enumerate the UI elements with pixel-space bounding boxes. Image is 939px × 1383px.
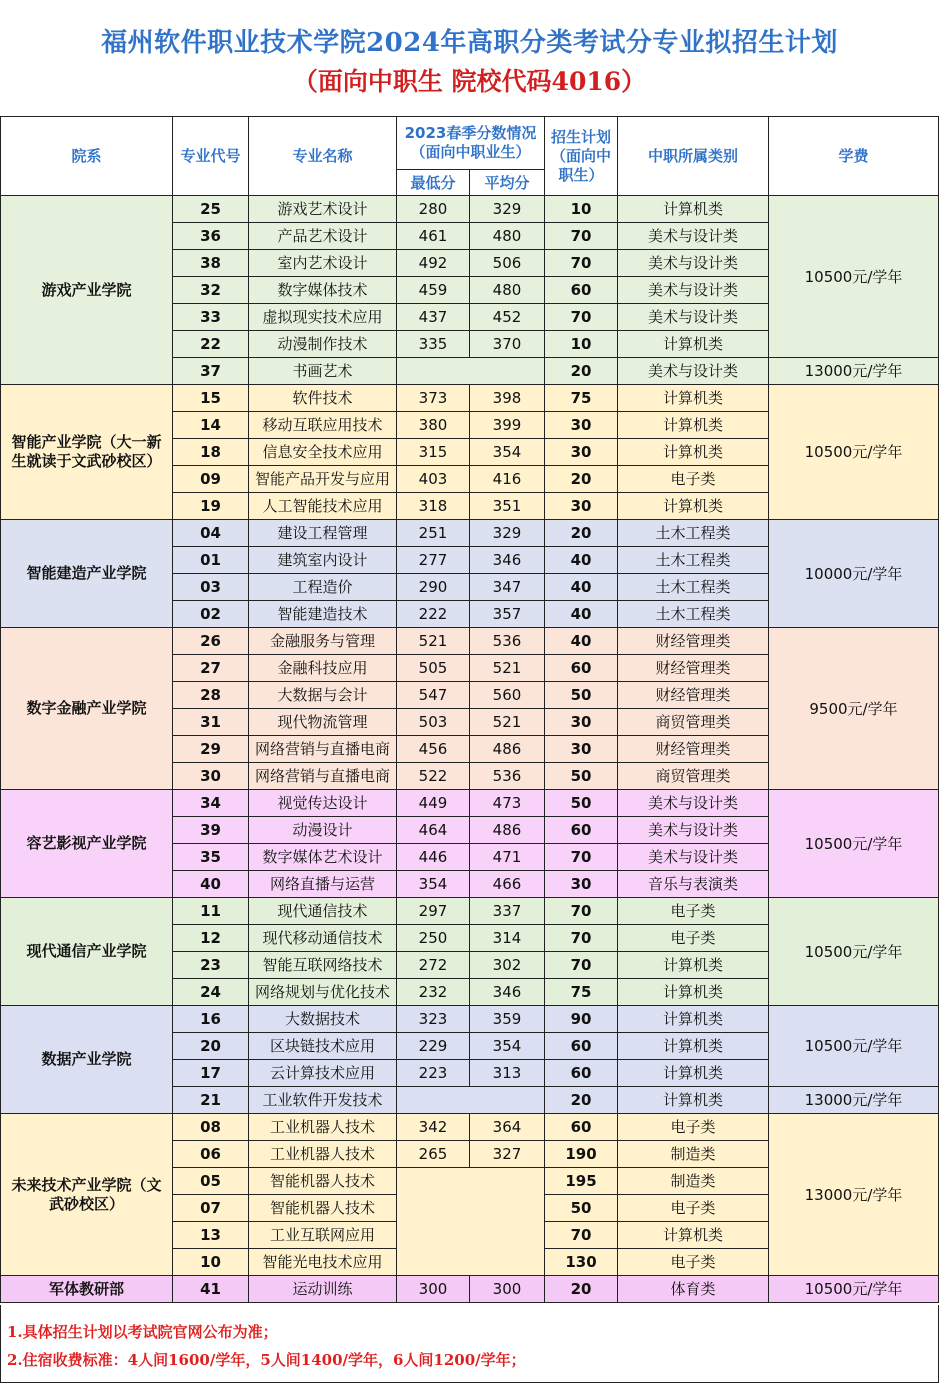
vocational-category: 电子类 [618, 466, 769, 493]
vocational-category: 计算机类 [618, 331, 769, 358]
major-name: 软件技术 [249, 385, 397, 412]
vocational-category: 计算机类 [618, 412, 769, 439]
vocational-category: 商贸管理类 [618, 709, 769, 736]
major-code: 08 [173, 1114, 249, 1141]
score-min: 315 [397, 439, 470, 466]
vocational-category: 计算机类 [618, 1222, 769, 1249]
major-code: 38 [173, 250, 249, 277]
major-name: 金融科技应用 [249, 655, 397, 682]
score-avg: 329 [470, 196, 545, 223]
header-category: 中职所属类别 [618, 117, 769, 196]
plan-count: 50 [545, 790, 618, 817]
major-code: 26 [173, 628, 249, 655]
vocational-category: 计算机类 [618, 1033, 769, 1060]
vocational-category: 电子类 [618, 898, 769, 925]
score-avg: 300 [470, 1276, 545, 1303]
major-name: 工业机器人技术 [249, 1141, 397, 1168]
vocational-category: 计算机类 [618, 385, 769, 412]
table-row [1, 385, 939, 412]
score-min: 251 [397, 520, 470, 547]
tuition-fee: 13000元/学年 [769, 1114, 939, 1276]
score-avg: 486 [470, 736, 545, 763]
score-min: 335 [397, 331, 470, 358]
major-code: 11 [173, 898, 249, 925]
plan-count: 195 [545, 1168, 618, 1195]
score-avg: 302 [470, 952, 545, 979]
vocational-category: 土木工程类 [618, 547, 769, 574]
major-name: 视觉传达设计 [249, 790, 397, 817]
score-min: 318 [397, 493, 470, 520]
table-row [1, 1006, 939, 1033]
header-min: 最低分 [397, 170, 470, 196]
score-min: 342 [397, 1114, 470, 1141]
major-name: 智能产品开发与应用 [249, 466, 397, 493]
table-row [1, 520, 939, 547]
dept-cell: 智能建造产业学院 [1, 520, 173, 628]
major-name: 云计算技术应用 [249, 1060, 397, 1087]
plan-count: 70 [545, 223, 618, 250]
score-min: 323 [397, 1006, 470, 1033]
score-avg: 357 [470, 601, 545, 628]
score-avg: 473 [470, 790, 545, 817]
score-min: 403 [397, 466, 470, 493]
tuition-fee: 13000元/学年 [769, 1087, 939, 1114]
major-name: 智能机器人技术 [249, 1168, 397, 1195]
vocational-category: 制造类 [618, 1168, 769, 1195]
score-empty [397, 1168, 545, 1276]
score-avg: 359 [470, 1006, 545, 1033]
score-min: 521 [397, 628, 470, 655]
major-code: 27 [173, 655, 249, 682]
major-name: 智能建造技术 [249, 601, 397, 628]
major-code: 37 [173, 358, 249, 385]
tuition-fee: 10500元/学年 [769, 790, 939, 898]
note-item: 1.具体招生计划以考试院官网公布为准； [7, 1323, 278, 1341]
major-name: 数字媒体艺术设计 [249, 844, 397, 871]
score-min: 464 [397, 817, 470, 844]
vocational-category: 商贸管理类 [618, 763, 769, 790]
major-code: 01 [173, 547, 249, 574]
vocational-category: 财经管理类 [618, 655, 769, 682]
score-avg: 486 [470, 817, 545, 844]
major-code: 02 [173, 601, 249, 628]
score-avg: 346 [470, 979, 545, 1006]
score-avg: 364 [470, 1114, 545, 1141]
score-min: 380 [397, 412, 470, 439]
major-name: 产品艺术设计 [249, 223, 397, 250]
plan-count: 20 [545, 1276, 618, 1303]
score-avg: 506 [470, 250, 545, 277]
dept-cell: 数据产业学院 [1, 1006, 173, 1114]
score-avg: 521 [470, 655, 545, 682]
major-code: 32 [173, 277, 249, 304]
plan-count: 60 [545, 655, 618, 682]
plan-count: 10 [545, 331, 618, 358]
dept-cell: 未来技术产业学院（文武砂校区） [1, 1114, 173, 1276]
dept-cell: 智能产业学院（大一新生就读于文武砂校区） [1, 385, 173, 520]
plan-count: 70 [545, 1222, 618, 1249]
plan-count: 60 [545, 1114, 618, 1141]
tuition-fee: 10500元/学年 [769, 1006, 939, 1087]
major-code: 40 [173, 871, 249, 898]
tuition-fee: 10500元/学年 [769, 1276, 939, 1303]
score-min: 446 [397, 844, 470, 871]
score-empty [397, 358, 545, 385]
plan-count: 70 [545, 844, 618, 871]
dept-cell: 军体教研部 [1, 1276, 173, 1303]
major-code: 03 [173, 574, 249, 601]
plan-count: 30 [545, 439, 618, 466]
vocational-category: 电子类 [618, 1195, 769, 1222]
score-min: 222 [397, 601, 470, 628]
major-name: 工业机器人技术 [249, 1114, 397, 1141]
major-code: 13 [173, 1222, 249, 1249]
tuition-fee: 10500元/学年 [769, 898, 939, 1006]
table-row [1, 628, 939, 655]
major-name: 移动互联应用技术 [249, 412, 397, 439]
plan-count: 130 [545, 1249, 618, 1276]
score-avg: 370 [470, 331, 545, 358]
major-name: 网络直播与运营 [249, 871, 397, 898]
score-avg: 351 [470, 493, 545, 520]
vocational-category: 美术与设计类 [618, 790, 769, 817]
header-fee: 学费 [769, 117, 939, 196]
score-avg: 354 [470, 1033, 545, 1060]
major-code: 24 [173, 979, 249, 1006]
major-name: 游戏艺术设计 [249, 196, 397, 223]
plan-count: 60 [545, 277, 618, 304]
major-name: 虚拟现实技术应用 [249, 304, 397, 331]
vocational-category: 计算机类 [618, 952, 769, 979]
major-code: 18 [173, 439, 249, 466]
major-name: 工程造价 [249, 574, 397, 601]
score-avg: 314 [470, 925, 545, 952]
score-min: 461 [397, 223, 470, 250]
major-code: 33 [173, 304, 249, 331]
score-avg: 536 [470, 763, 545, 790]
plan-count: 30 [545, 493, 618, 520]
dept-cell: 数字金融产业学院 [1, 628, 173, 790]
score-avg: 466 [470, 871, 545, 898]
vocational-category: 美术与设计类 [618, 304, 769, 331]
major-name: 大数据与会计 [249, 682, 397, 709]
plan-count: 20 [545, 358, 618, 385]
score-min: 505 [397, 655, 470, 682]
plan-count: 10 [545, 196, 618, 223]
score-min: 229 [397, 1033, 470, 1060]
header-code: 专业代号 [173, 117, 249, 196]
page-subtitle: （面向中职生 院校代码4016） [292, 67, 647, 96]
table-row [1, 790, 939, 817]
plan-count: 75 [545, 979, 618, 1006]
score-min: 272 [397, 952, 470, 979]
plan-count: 70 [545, 898, 618, 925]
score-avg: 329 [470, 520, 545, 547]
vocational-category: 财经管理类 [618, 736, 769, 763]
score-min: 373 [397, 385, 470, 412]
plan-count: 50 [545, 1195, 618, 1222]
major-code: 25 [173, 196, 249, 223]
score-min: 503 [397, 709, 470, 736]
major-name: 金融服务与管理 [249, 628, 397, 655]
score-avg: 347 [470, 574, 545, 601]
tuition-fee: 10500元/学年 [769, 385, 939, 520]
plan-count: 20 [545, 1087, 618, 1114]
vocational-category: 制造类 [618, 1141, 769, 1168]
major-code: 20 [173, 1033, 249, 1060]
plan-count: 90 [545, 1006, 618, 1033]
major-code: 12 [173, 925, 249, 952]
plan-count: 60 [545, 1033, 618, 1060]
major-name: 智能光电技术应用 [249, 1249, 397, 1276]
major-name: 建设工程管理 [249, 520, 397, 547]
plan-count: 20 [545, 466, 618, 493]
table-row [1, 1114, 939, 1141]
major-code: 23 [173, 952, 249, 979]
major-code: 10 [173, 1249, 249, 1276]
plan-count: 40 [545, 628, 618, 655]
score-avg: 471 [470, 844, 545, 871]
major-name: 大数据技术 [249, 1006, 397, 1033]
score-min: 449 [397, 790, 470, 817]
major-code: 31 [173, 709, 249, 736]
vocational-category: 计算机类 [618, 493, 769, 520]
vocational-category: 土木工程类 [618, 520, 769, 547]
vocational-category: 美术与设计类 [618, 844, 769, 871]
score-min: 265 [397, 1141, 470, 1168]
vocational-category: 计算机类 [618, 1087, 769, 1114]
major-name: 现代通信技术 [249, 898, 397, 925]
score-min: 290 [397, 574, 470, 601]
score-min: 250 [397, 925, 470, 952]
score-min: 456 [397, 736, 470, 763]
major-name: 建筑室内设计 [249, 547, 397, 574]
vocational-category: 计算机类 [618, 439, 769, 466]
major-name: 动漫制作技术 [249, 331, 397, 358]
major-name: 人工智能技术应用 [249, 493, 397, 520]
score-empty [397, 1087, 545, 1114]
score-min: 277 [397, 547, 470, 574]
plan-count: 60 [545, 1060, 618, 1087]
major-code: 09 [173, 466, 249, 493]
plan-count: 60 [545, 817, 618, 844]
plan-count: 40 [545, 601, 618, 628]
tuition-fee: 10000元/学年 [769, 520, 939, 628]
header-avg: 平均分 [470, 170, 545, 196]
score-avg: 416 [470, 466, 545, 493]
plan-count: 20 [545, 520, 618, 547]
major-name: 现代物流管理 [249, 709, 397, 736]
score-avg: 480 [470, 223, 545, 250]
major-code: 05 [173, 1168, 249, 1195]
table-row [1, 1276, 939, 1303]
major-code: 17 [173, 1060, 249, 1087]
score-avg: 313 [470, 1060, 545, 1087]
score-min: 437 [397, 304, 470, 331]
major-name: 运动训练 [249, 1276, 397, 1303]
plan-count: 30 [545, 709, 618, 736]
dept-cell: 容艺影视产业学院 [1, 790, 173, 898]
vocational-category: 土木工程类 [618, 574, 769, 601]
note-item: 2.住宿收费标准：4人间1600/学年，5人间1400/学年，6人间1200/学年； [7, 1351, 526, 1369]
major-code: 19 [173, 493, 249, 520]
plan-count: 70 [545, 250, 618, 277]
major-code: 04 [173, 520, 249, 547]
major-name: 书画艺术 [249, 358, 397, 385]
major-name: 现代移动通信技术 [249, 925, 397, 952]
tuition-fee: 9500元/学年 [769, 628, 939, 790]
score-min: 300 [397, 1276, 470, 1303]
score-avg: 399 [470, 412, 545, 439]
plan-count: 50 [545, 763, 618, 790]
score-avg: 521 [470, 709, 545, 736]
major-code: 16 [173, 1006, 249, 1033]
vocational-category: 音乐与表演类 [618, 871, 769, 898]
score-avg: 337 [470, 898, 545, 925]
header-name: 专业名称 [249, 117, 397, 196]
plan-count: 75 [545, 385, 618, 412]
major-code: 30 [173, 763, 249, 790]
vocational-category: 美术与设计类 [618, 250, 769, 277]
tuition-fee: 10500元/学年 [769, 196, 939, 358]
score-avg: 354 [470, 439, 545, 466]
header-row [1, 117, 939, 170]
table-row [1, 196, 939, 223]
vocational-category: 财经管理类 [618, 682, 769, 709]
plan-count: 70 [545, 925, 618, 952]
header-dept: 院系 [1, 117, 173, 196]
vocational-category: 美术与设计类 [618, 223, 769, 250]
page-title: 福州软件职业技术学院2024年高职分类考试分专业拟招生计划 [101, 28, 838, 58]
score-avg: 398 [470, 385, 545, 412]
plan-count: 70 [545, 304, 618, 331]
score-avg: 327 [470, 1141, 545, 1168]
major-code: 36 [173, 223, 249, 250]
major-code: 28 [173, 682, 249, 709]
major-name: 工业软件开发技术 [249, 1087, 397, 1114]
score-min: 547 [397, 682, 470, 709]
notes-box [0, 1305, 939, 1383]
major-code: 39 [173, 817, 249, 844]
score-avg: 480 [470, 277, 545, 304]
major-name: 网络营销与直播电商 [249, 763, 397, 790]
major-name: 工业互联网应用 [249, 1222, 397, 1249]
vocational-category: 美术与设计类 [618, 358, 769, 385]
score-min: 354 [397, 871, 470, 898]
vocational-category: 电子类 [618, 1114, 769, 1141]
score-avg: 560 [470, 682, 545, 709]
major-name: 动漫设计 [249, 817, 397, 844]
major-code: 15 [173, 385, 249, 412]
major-name: 智能机器人技术 [249, 1195, 397, 1222]
major-code: 06 [173, 1141, 249, 1168]
major-name: 信息安全技术应用 [249, 439, 397, 466]
score-avg: 346 [470, 547, 545, 574]
enrollment-plan-table [0, 116, 939, 1303]
vocational-category: 体育类 [618, 1276, 769, 1303]
plan-count: 40 [545, 547, 618, 574]
plan-count: 70 [545, 952, 618, 979]
major-name: 区块链技术应用 [249, 1033, 397, 1060]
score-min: 232 [397, 979, 470, 1006]
vocational-category: 美术与设计类 [618, 817, 769, 844]
major-code: 34 [173, 790, 249, 817]
plan-count: 50 [545, 682, 618, 709]
score-avg: 536 [470, 628, 545, 655]
title-area [0, 0, 939, 117]
vocational-category: 计算机类 [618, 979, 769, 1006]
score-min: 492 [397, 250, 470, 277]
major-code: 07 [173, 1195, 249, 1222]
vocational-category: 美术与设计类 [618, 277, 769, 304]
dept-cell: 游戏产业学院 [1, 196, 173, 385]
vocational-category: 电子类 [618, 1249, 769, 1276]
major-name: 网络规划与优化技术 [249, 979, 397, 1006]
score-avg: 452 [470, 304, 545, 331]
score-min: 297 [397, 898, 470, 925]
table-row [1, 898, 939, 925]
plan-count: 190 [545, 1141, 618, 1168]
vocational-category: 计算机类 [618, 1060, 769, 1087]
major-code: 29 [173, 736, 249, 763]
score-min: 223 [397, 1060, 470, 1087]
major-code: 14 [173, 412, 249, 439]
score-min: 522 [397, 763, 470, 790]
tuition-fee: 13000元/学年 [769, 358, 939, 385]
dept-cell: 现代通信产业学院 [1, 898, 173, 1006]
major-code: 21 [173, 1087, 249, 1114]
major-name: 室内艺术设计 [249, 250, 397, 277]
score-min: 459 [397, 277, 470, 304]
major-name: 数字媒体技术 [249, 277, 397, 304]
vocational-category: 计算机类 [618, 196, 769, 223]
major-name: 智能互联网络技术 [249, 952, 397, 979]
vocational-category: 电子类 [618, 925, 769, 952]
major-code: 22 [173, 331, 249, 358]
vocational-category: 计算机类 [618, 1006, 769, 1033]
major-code: 41 [173, 1276, 249, 1303]
major-name: 网络营销与直播电商 [249, 736, 397, 763]
plan-count: 30 [545, 412, 618, 439]
vocational-category: 土木工程类 [618, 601, 769, 628]
major-code: 35 [173, 844, 249, 871]
plan-count: 30 [545, 736, 618, 763]
plan-count: 30 [545, 871, 618, 898]
header-plan: 招生计划（面向中职生） [545, 117, 618, 196]
plan-count: 40 [545, 574, 618, 601]
vocational-category: 财经管理类 [618, 628, 769, 655]
header-scores: 2023春季分数情况（面向中职业生） [397, 117, 545, 170]
score-min: 280 [397, 196, 470, 223]
